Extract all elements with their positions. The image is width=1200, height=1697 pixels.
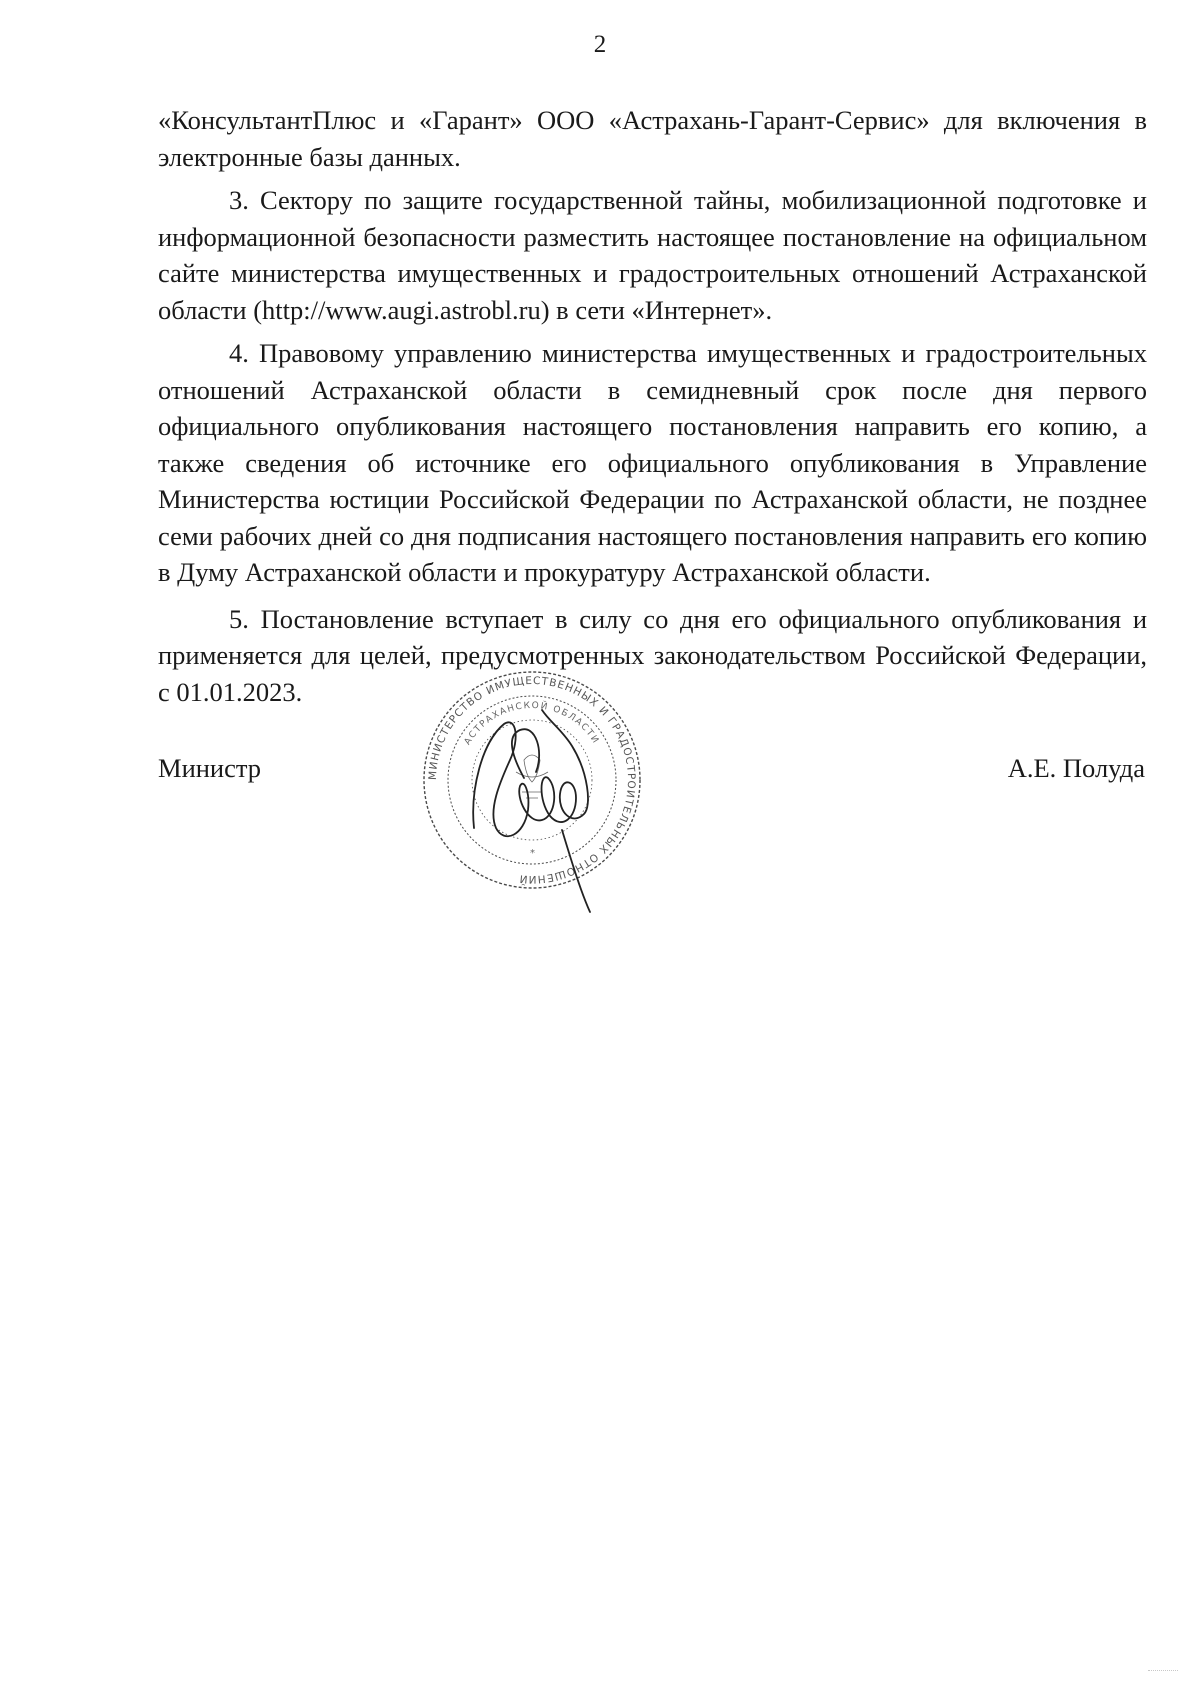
- signatory-name: А.Е. Полуда: [1007, 753, 1145, 783]
- svg-text:АСТРАХАНСКОЙ ОБЛАСТИ: [463, 699, 601, 746]
- page-number: 2: [593, 31, 607, 58]
- paragraph-4: 4. Правовому управлению министерства имущественных и градостроительных отношений Астраханской области в семидневный срок после дня первого официального опубликования настоящего постановления направить его копию, а также сведения об источнике его официального опубликования в Управление Министерства юстиции Российской Федерации по Астраханской области, не позднее семи рабочих дней со дня подписания настоящего постановления направить его копию в Думу Астраханской области и прокуратуру Астраханской области.: [158, 338, 1147, 587]
- seal-graphic: [412, 660, 652, 920]
- seal-outer-text: МИНИСТЕРСТВО ИМУЩЕСТВЕННЫХ И ГРАДОСТРОИТЕЛЬНЫХ ОТНОШЕНИЙ: [426, 674, 638, 886]
- paragraph-continuation: «КонсультантПлюс и «Гарант» ООО «Астрахань-Гарант-Сервис» для включения в электронные базы данных.: [158, 105, 1147, 172]
- signatory-title: Министр: [158, 753, 262, 783]
- seal-inner-text: АСТРАХАНСКОЙ ОБЛАСТИ: [462, 700, 601, 747]
- seal-emblem: [516, 755, 548, 798]
- document-body: [158, 102, 1147, 710]
- paragraph-5: 5. Постановление вступает в силу со дня его официального опубликования и применяется для целей, предусмотренных законодательством Российской Федерации, с 01.01.2023.: [158, 603, 1147, 707]
- paragraph-3: 3. Сектору по защите государственной тайны, мобилизационной подготовке и информационной безопасности разместить настоящее постановление на официальном сайте министерства имущественных и градостроительных отношений Астраханской области (http://www.augi.astrobl.ru) в сети «Интернет».: [158, 185, 1147, 325]
- scan-artifact: [1148, 1670, 1178, 1675]
- official-seal: [412, 660, 652, 920]
- svg-text:*: *: [530, 848, 535, 859]
